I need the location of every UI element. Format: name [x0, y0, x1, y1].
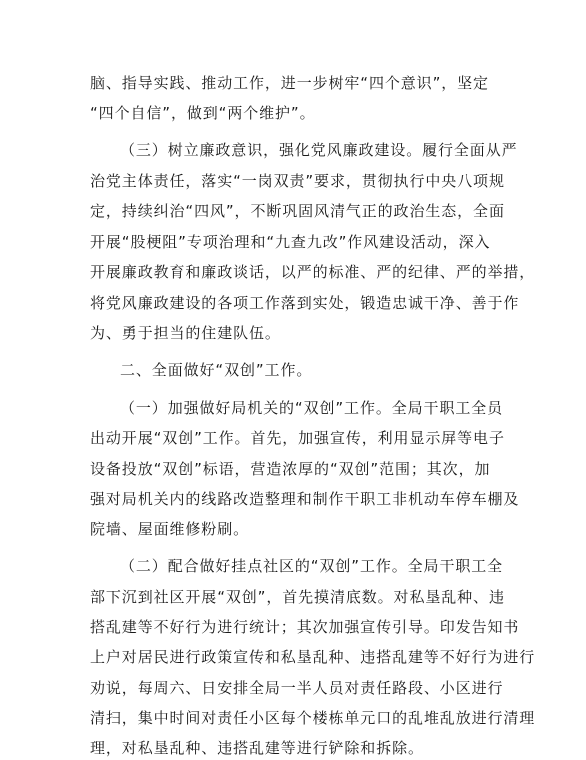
text-line: 治党主体责任，落实“一岗双责”要求，贯彻执行中央八项规 — [90, 172, 505, 190]
paragraph-heading-1: （一）加强做好局机关的“双创”工作。全局干职工全员 — [120, 399, 504, 417]
paragraph-heading-2: （二）配合做好挂点社区的“双创”工作。全局干职工全 — [120, 557, 504, 575]
section-heading-2: 二、全面做好“双创”工作。 — [120, 361, 313, 379]
text-line: “四个自信”，做到“两个维护”。 — [90, 104, 316, 122]
text-line: 搭乱建等不好行为进行统计；其次加强宣传引导。印发告知书 — [90, 618, 520, 636]
text-line: 设备投放“双创”标语，营造浓厚的“双创”范围；其次，加 — [90, 460, 491, 478]
text-line: 为、勇于担当的住建队伍。 — [90, 324, 281, 342]
text-line: 开展廉政教育和廉政谈话，以严的标准、严的纪律、严的举措， — [90, 263, 536, 281]
text-line: 将党风廉政建设的各项工作落到实处，锻造忠诚干净、善于作 — [90, 294, 520, 312]
text-line: 院墙、屋面维修粉刷。 — [90, 520, 250, 538]
paragraph-heading-3: （三）树立廉政意识，强化党风廉政建设。履行全面从严 — [120, 141, 518, 159]
text-line: 上户对居民进行政策宣传和私垦乱种、违搭乱建等不好行为进行 — [90, 648, 536, 666]
text-line: 理，对私垦乱种、违搭乱建等进行铲除和拆除。 — [90, 739, 424, 757]
text-line: 定，持续纠治“四风”，不断巩固风清气正的政治生态，全面 — [90, 202, 505, 220]
text-line: 脑、指导实践、推动工作，进一步树牢“四个意识”，坚定 — [90, 74, 489, 92]
text-line: 部下沉到社区开展“双创”，首先摸清底数。对私垦乱种、违 — [90, 588, 505, 606]
text-line: 出动开展“双创”工作。首先，加强宣传，利用显示屏等电子 — [90, 429, 505, 447]
text-line: 开展“股梗阻”专项治理和“九查九改”作风建设活动，深入 — [90, 233, 491, 251]
text-line: 劝说，每周六、日安排全局一半人员对责任路段、小区进行 — [90, 679, 504, 697]
text-line: 强对局机关内的线路改造整理和制作干职工非机动车停车棚及 — [90, 490, 520, 508]
text-line: 清扫，集中时间对责任小区每个楼栋单元口的乱堆乱放进行清理 — [90, 709, 536, 727]
